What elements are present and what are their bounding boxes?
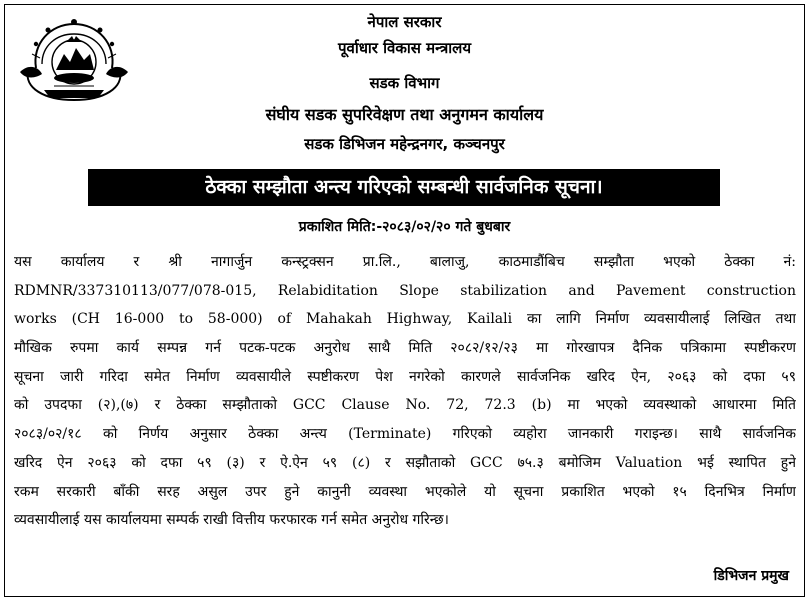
body-line: RDMNR/337310113/077/078-015, Relabiditation Slope stabilization and Pavement construction: [14, 282, 796, 299]
body-line: मौखिक रुपमा कार्य सम्पन्न गर्न पटक-पटक अनुरोध साथै मिति २०८२/१२/२३ मा गोरखापत्र दैनिक पत्रिकामा स्पष्टीकरण: [14, 340, 796, 357]
published-date: प्रकाशित मिति:-२०८३/०२/२० गते बुधबार: [298, 219, 511, 235]
header-office: संघीय सडक सुपरिवेक्षण तथा अनुगमन कार्यालय: [265, 105, 544, 124]
body-line: २०८३/०२/१८ को निर्णय अनुसार ठेक्का अन्त्य (Terminate) गरिएको व्यहोरा जानकारी गराइन्छ। साथै सार्वजनिक: [14, 426, 796, 443]
body-line: यस कार्यालय र श्री नागार्जुन कन्स्ट्रक्सन प्रा.लि., बालाजु, काठमाडौंबिच सम्झौता भएको ठेक्का नं:: [14, 254, 796, 270]
body-line: works (CH 16-000 to 58-000) of Mahakah Highway, Kailali का लागि निर्माण व्यवसायीलाई लिखित तथा: [14, 311, 796, 328]
header-government: नेपाल सरकार: [367, 13, 442, 31]
header-division: सडक डिभिजन महेन्द्रनगर, कञ्चनपुर: [304, 135, 505, 153]
notice-body: [14, 248, 796, 535]
body-line: खरिद ऐन २०६३ को दफा ५९ (३) र ऐ.ऐन ५९ (८) र सझौताको GCC ७५.३ बमोजिम Valuation भई स्थापित हुने: [14, 454, 796, 471]
body-line: को उपदफा (२),(७) र ठेक्का सम्झौताको GCC Clause No. 72, 72.3 (b) मा भएको व्यवस्थाको आधारमा मिति: [14, 397, 796, 414]
body-line: व्यवसायीलाई यस कार्यालयमा सम्पर्क राखी वित्तीय फरफारक गर्न समेत अनुरोध गरिन्छ।: [14, 512, 449, 529]
body-line: रकम सरकारी बाँकी सरह असुल उपर हुने कानुनी व्यवस्था भएकोले यो सूचना प्रकाशित भएको १५ दिनभित्र निर्माण: [14, 483, 796, 500]
signature-division-chief: डिभिजन प्रमुख: [713, 568, 789, 584]
notice-title-banner: ठेक्का सम्झौता अन्त्य गरिएको सम्बन्धी सार्वजनिक सूचना।: [88, 169, 720, 206]
header-department: सडक विभाग: [369, 74, 440, 92]
header-ministry: पूर्वाधार विकास मन्त्रालय: [337, 39, 472, 57]
body-line: सूचना जारी गरिदा समेत निर्माण व्यवसायीले स्पष्टीकरण पेश नगरेको कारणले सार्वजनिक खरिद ऐन, २०६३ को दफा ५९: [14, 368, 796, 385]
